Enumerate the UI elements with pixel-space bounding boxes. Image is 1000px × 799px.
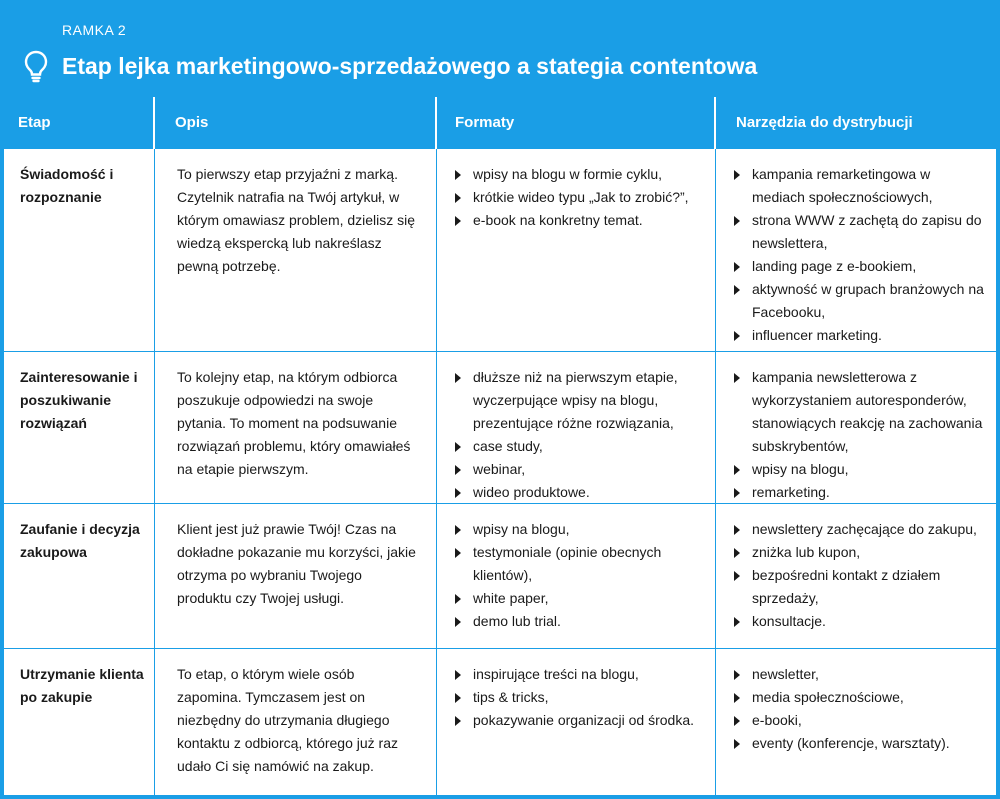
tools-cell (716, 149, 996, 352)
formats-cell (437, 504, 716, 649)
header-formaty: Formaty (437, 97, 716, 149)
stage-cell: Utrzymanie klienta po zakupie (4, 649, 155, 795)
tool-item: landing page z e-bookiem, (734, 255, 984, 278)
tool-item: aktywność w grupach branżowych na Facebooku, (734, 278, 984, 324)
funnel-table (4, 97, 996, 795)
format-item: tips & tricks, (455, 686, 703, 709)
format-item: wideo produktowe. (455, 481, 703, 504)
tool-item: kampania newsletterowa z wykorzystaniem autoresponderów, stanowiących reakcję na zachowania subskrybentów, (734, 366, 984, 458)
description-cell: To pierwszy etap przyjaźni z marką. Czytelnik natrafia na Twój artykuł, w którym omawiasz problem, dzielisz się wiedzą ekspercką lub nakreślasz pewną potrzebę. (155, 149, 437, 352)
header-narzedzia: Narzędzia do dystrybucji (716, 97, 996, 149)
box-label: RAMKA 2 (62, 22, 127, 38)
tool-item: e-booki, (734, 709, 984, 732)
stage-cell: Świadomość i rozpoznanie (4, 149, 155, 352)
box-title: Etap lejka marketingowo-sprzedażowego a stategia contentowa (62, 52, 758, 79)
format-item: white paper, (455, 587, 703, 610)
tools-cell (716, 352, 996, 504)
format-item: krótkie wideo typu „Jak to zrobić?”, (455, 186, 703, 209)
description-cell: To kolejny etap, na którym odbiorca poszukuje odpowiedzi na swoje pytania. To moment na podsuwanie rozwiązań problemu, który omawiałeś na etapie pierwszym. (155, 352, 437, 504)
tool-item: konsultacje. (734, 610, 984, 633)
tool-item: wpisy na blogu, (734, 458, 984, 481)
tool-item: bezpośredni kontakt z działem sprzedaży, (734, 564, 984, 610)
format-item: demo lub trial. (455, 610, 703, 633)
format-item: pokazywanie organizacji od środka. (455, 709, 703, 732)
format-item: inspirujące treści na blogu, (455, 663, 703, 686)
title-row (22, 48, 757, 84)
header-opis: Opis (155, 97, 437, 149)
format-item: dłuższe niż na pierwszym etapie, wyczerpujące wpisy na blogu, prezentujące różne rozwiązania, (455, 366, 703, 435)
formats-cell (437, 352, 716, 504)
lightbulb-icon (22, 49, 50, 83)
stage-cell: Zaufanie i decyzja zakupowa (4, 504, 155, 649)
format-item: wpisy na blogu, (455, 518, 703, 541)
stage-cell: Zainteresowanie i poszukiwanie rozwiązań (4, 352, 155, 504)
format-item: e-book na konkretny temat. (455, 209, 703, 232)
tools-cell (716, 504, 996, 649)
formats-cell (437, 649, 716, 795)
formats-cell (437, 149, 716, 352)
tool-item: kampania remarketingowa w mediach społecznościowych, (734, 163, 984, 209)
tool-item: remarketing. (734, 481, 984, 504)
tool-item: zniżka lub kupon, (734, 541, 984, 564)
tool-item: influencer marketing. (734, 324, 984, 347)
tool-item: media społecznościowe, (734, 686, 984, 709)
format-item: testymoniale (opinie obecnych klientów), (455, 541, 703, 587)
tools-cell (716, 649, 996, 795)
tool-item: newslettery zachęcające do zakupu, (734, 518, 984, 541)
description-cell: To etap, o którym wiele osób zapomina. Tymczasem jest on niezbędny do utrzymania długiego kontaktu z odbiorcą, którego już raz udało Ci się namówić na zakup. (155, 649, 437, 795)
tool-item: newsletter, (734, 663, 984, 686)
tool-item: strona WWW z zachętą do zapisu do newslettera, (734, 209, 984, 255)
format-item: wpisy na blogu w formie cyklu, (455, 163, 703, 186)
description-cell: Klient jest już prawie Twój! Czas na dokładne pokazanie mu korzyści, jakie otrzyma po wybraniu Twojego produktu czy Twojej usługi. (155, 504, 437, 649)
format-item: case study, (455, 435, 703, 458)
tool-item: eventy (konferencje, warsztaty). (734, 732, 984, 755)
format-item: webinar, (455, 458, 703, 481)
header-etap: Etap (4, 97, 155, 149)
